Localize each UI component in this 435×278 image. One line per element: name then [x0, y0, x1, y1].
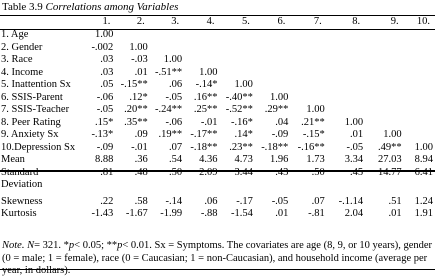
- column-header-1: 1.: [102, 16, 111, 27]
- column-header-6: 6.: [277, 16, 286, 27]
- table-cell: -.16**: [297, 141, 325, 153]
- column-header-row: [0, 16, 435, 29]
- note-p2-text: < 0.01. Sx = Symptoms. The covariates are age (8, 9, or 10 years), gender (0 = male; 1 = female), race (0 = Caucasian; 1 = non-Caucasian), and household income (average per year, in dollars).: [2, 240, 433, 276]
- note-n-text: = 321. *: [34, 240, 69, 251]
- table-cell: -.24**: [154, 104, 183, 115]
- table-cell: [327, 92, 365, 105]
- table-cell: [255, 179, 290, 192]
- table-cell: -.81: [308, 208, 325, 219]
- table-cell: 1.00: [199, 66, 218, 78]
- table-cell: 3.44: [234, 166, 253, 178]
- table-cell: .12*: [129, 91, 148, 103]
- table-cell: [365, 179, 403, 192]
- table-cell: -.03: [131, 54, 148, 65]
- table-cell: [365, 92, 403, 105]
- table-cell: 1.91: [414, 208, 433, 219]
- correlation-row: [0, 29, 435, 42]
- note-p2-symbol: p: [117, 240, 123, 251]
- table-cell: .01: [350, 129, 364, 140]
- table-cell: [404, 29, 435, 42]
- table-cell: [150, 179, 184, 192]
- table-cell: .07: [311, 195, 325, 207]
- table-cell: 1.96: [269, 154, 289, 165]
- table-cell: [327, 67, 365, 80]
- table-cell: [290, 79, 326, 92]
- column-header-7: 7.: [313, 16, 322, 27]
- table-cell: [255, 67, 290, 80]
- correlation-body: [0, 29, 435, 154]
- table-cell: .20**: [124, 104, 148, 115]
- table-cell: .49**: [377, 141, 402, 153]
- column-header-4: 4.: [206, 16, 215, 27]
- table-cell: [404, 129, 435, 142]
- table-cell: -.05: [271, 195, 289, 207]
- table-cell: -.05: [96, 104, 114, 115]
- table-cell: [404, 179, 435, 192]
- table-cell: 1.00: [129, 41, 148, 53]
- table-cell: .15*: [94, 116, 114, 128]
- table-cell: [365, 54, 403, 67]
- table-cell: .36: [134, 154, 148, 165]
- table-cell: [365, 67, 403, 80]
- table-cell: [404, 54, 435, 67]
- table-title: Correlations among Variables: [45, 1, 179, 13]
- table-cell: 4.36: [199, 154, 218, 165]
- table-cell: -.17: [236, 195, 253, 207]
- note-p1-text: < 0.05; **: [74, 240, 118, 251]
- table-cell: -.16*: [231, 116, 253, 128]
- note-label: Note.: [2, 240, 25, 251]
- table-label: Table 3.9: [2, 1, 43, 13]
- table-cell: -1.67: [125, 208, 148, 219]
- column-header-3: 3.: [171, 16, 180, 27]
- table-cell: 1.00: [234, 79, 253, 90]
- table-cell: .51: [388, 195, 402, 207]
- table-cell: [290, 67, 326, 80]
- note-n-symbol: N: [27, 240, 35, 251]
- table-cell: [327, 54, 365, 67]
- correlation-row: [0, 129, 435, 142]
- table-cell: .16**: [193, 91, 218, 103]
- table-cell: -.52**: [225, 104, 253, 115]
- table-cell: [404, 79, 435, 92]
- table-cell: 8.88: [94, 154, 114, 165]
- table-cell: .21**: [301, 116, 325, 128]
- table-cell: [365, 104, 403, 117]
- table-cell: [365, 117, 403, 130]
- row-label: 1. Age: [1, 29, 29, 40]
- stat-row: [0, 167, 435, 180]
- table-cell: .07: [168, 141, 183, 153]
- table-cell: 8.94: [414, 154, 433, 165]
- table-cell: [365, 29, 403, 42]
- table-cell: -.18**: [261, 141, 289, 153]
- table-caption: [2, 1, 178, 14]
- table-cell: 1.00: [306, 104, 325, 115]
- table-cell: .05: [100, 79, 114, 90]
- table-cell: -.06: [96, 91, 114, 103]
- table-cell: -1.54: [231, 208, 253, 219]
- table-cell: [327, 104, 365, 117]
- table-cell: [290, 179, 326, 192]
- table-cell: -1.43: [91, 208, 114, 219]
- correlation-row: [0, 92, 435, 105]
- table-cell: [220, 29, 255, 42]
- table-cell: .06: [204, 195, 218, 207]
- table-cell: 1.00: [269, 91, 289, 103]
- table-cell: [184, 29, 219, 42]
- table-cell: -.88: [200, 208, 218, 219]
- table-cell: [184, 179, 219, 192]
- table-cell: [404, 117, 435, 130]
- table-cell: -.05: [165, 91, 183, 103]
- table-cell: [404, 92, 435, 105]
- row-label: Kurtosis: [1, 208, 37, 219]
- note-p1-symbol: p: [68, 240, 75, 251]
- column-header-9: 9.: [390, 16, 399, 27]
- table-cell: [184, 42, 219, 55]
- table-cell: -.15*: [302, 129, 325, 140]
- table-cell: -.09: [271, 129, 289, 140]
- table-cell: -.14*: [195, 79, 218, 90]
- table-cell: -.17**: [190, 129, 218, 140]
- table-cell: [290, 92, 326, 105]
- table-cell: [220, 179, 255, 192]
- table-cell: [255, 42, 290, 55]
- row-label: 5. Inattention Sx: [1, 79, 71, 90]
- table-cell: [327, 29, 365, 42]
- row-label: Skewness: [1, 195, 43, 207]
- correlation-row: [0, 54, 435, 67]
- table-cell: -.09: [96, 141, 114, 153]
- table-cell: [290, 29, 326, 42]
- table-cell: .19**: [158, 129, 183, 140]
- table-cell: .03: [100, 54, 114, 65]
- table-cell: [150, 29, 184, 42]
- table-cell: [290, 42, 326, 55]
- table-cell: [115, 29, 149, 42]
- table-cell: .22: [100, 195, 114, 207]
- table-cell: [404, 42, 435, 55]
- row-label: 10.Depression Sx: [1, 141, 76, 153]
- table-cell: 1.73: [306, 154, 325, 165]
- table-cell: 3.34: [344, 154, 364, 165]
- table-cell: [220, 54, 255, 67]
- table-cell: .23**: [229, 141, 253, 153]
- table-cell: 1.24: [414, 195, 433, 207]
- table-cell: 1.00: [163, 54, 183, 65]
- table-cell: .01: [275, 208, 289, 219]
- row-label: 6. SSIS-Parent: [1, 91, 63, 103]
- table-cell: [79, 179, 115, 192]
- table-cell: -.14: [165, 195, 183, 207]
- correlation-table: [0, 16, 435, 221]
- table-cell: -.13*: [91, 129, 114, 140]
- table-cell: [220, 67, 255, 80]
- table-cell: [220, 42, 255, 55]
- table-cell: -.06: [165, 116, 183, 128]
- table-cell: 2.04: [344, 208, 364, 219]
- row-label: 2. Gender: [1, 41, 43, 53]
- table-cell: 1.00: [414, 141, 433, 153]
- table-cell: [365, 79, 403, 92]
- table-cell: -.01: [200, 116, 218, 128]
- table-cell: .29**: [264, 104, 289, 115]
- table-cell: .01: [388, 208, 402, 219]
- row-label: Standard: [1, 166, 39, 178]
- table-cell: -.18**: [190, 141, 218, 153]
- table-cell: [255, 79, 290, 92]
- column-header-8: 8.: [352, 16, 361, 27]
- table-cell: .01: [134, 66, 148, 78]
- correlation-row: [0, 79, 435, 92]
- header-cell-empty: [0, 16, 79, 29]
- table-cell: -.40**: [225, 91, 253, 103]
- table-cell: -.05: [346, 141, 364, 153]
- correlation-row: [0, 42, 435, 55]
- descriptive-stats-body: [0, 154, 435, 221]
- table-cell: -.51**: [154, 66, 183, 78]
- table-cell: 2.09: [199, 166, 218, 178]
- table-cell: [404, 104, 435, 117]
- row-label: Deviation: [1, 179, 43, 190]
- table-cell: -.15**: [120, 79, 148, 90]
- table-cell: -.002: [91, 41, 114, 53]
- table-cell: .35**: [124, 116, 148, 128]
- table-cell: .03: [100, 66, 114, 78]
- table-cell: [184, 54, 219, 67]
- table-cell: [327, 42, 365, 55]
- table-cell: .58: [134, 195, 148, 207]
- table-cell: -.1.14: [338, 195, 364, 207]
- stat-row: [0, 208, 435, 221]
- table-cell: [365, 42, 403, 55]
- row-label: 9. Anxiety Sx: [1, 129, 59, 140]
- stat-row: [0, 179, 435, 192]
- table-cell: 14.77: [377, 166, 402, 178]
- table-cell: 1.00: [344, 116, 364, 128]
- table-cell: [150, 42, 184, 55]
- table-cell: 1.00: [383, 129, 402, 140]
- table-cell: [404, 67, 435, 80]
- correlation-row: [0, 142, 435, 155]
- table-cell: .50: [168, 166, 183, 178]
- table-cell: [255, 54, 290, 67]
- column-header-10: 10.: [416, 16, 430, 27]
- row-label: 4. Income: [1, 66, 43, 78]
- table-cell: .09: [134, 129, 148, 140]
- table-cell: .25**: [193, 104, 218, 115]
- table-cell: [115, 179, 149, 192]
- table-cell: .14*: [234, 129, 253, 140]
- table-cell: 27.03: [377, 154, 402, 165]
- table-cell: .45: [350, 166, 364, 178]
- table-cell: .54: [168, 154, 183, 165]
- column-header-5: 5.: [242, 16, 250, 27]
- table-cell: 6.41: [414, 166, 433, 178]
- stat-row: [0, 196, 435, 209]
- table-cell: -1.99: [160, 208, 183, 219]
- correlation-row: [0, 104, 435, 117]
- row-label: 3. Race: [1, 54, 33, 65]
- row-label: 7. SSIS-Teacher: [1, 104, 70, 115]
- row-label: Mean: [1, 154, 25, 165]
- table-cell: [290, 54, 326, 67]
- table-cell: [327, 79, 365, 92]
- table-cell: -.01: [131, 141, 148, 153]
- table-cell: .04: [275, 116, 289, 128]
- table-cell: .06: [168, 79, 183, 90]
- table-cell: [255, 29, 290, 42]
- column-header-2: 2.: [136, 16, 145, 27]
- table-cell: .50: [311, 166, 325, 178]
- stat-row: [0, 154, 435, 167]
- table-cell: [327, 179, 365, 192]
- row-label: 8. Peer Rating: [1, 116, 61, 128]
- table-cell: 4.73: [234, 154, 253, 165]
- table-cell: .81: [100, 166, 114, 178]
- correlation-row: [0, 117, 435, 130]
- correlation-row: [0, 67, 435, 80]
- table-cell: .48: [134, 166, 148, 178]
- table-note: [2, 240, 434, 278]
- table-cell: 1.00: [94, 29, 114, 40]
- table-cell: .43: [275, 166, 289, 178]
